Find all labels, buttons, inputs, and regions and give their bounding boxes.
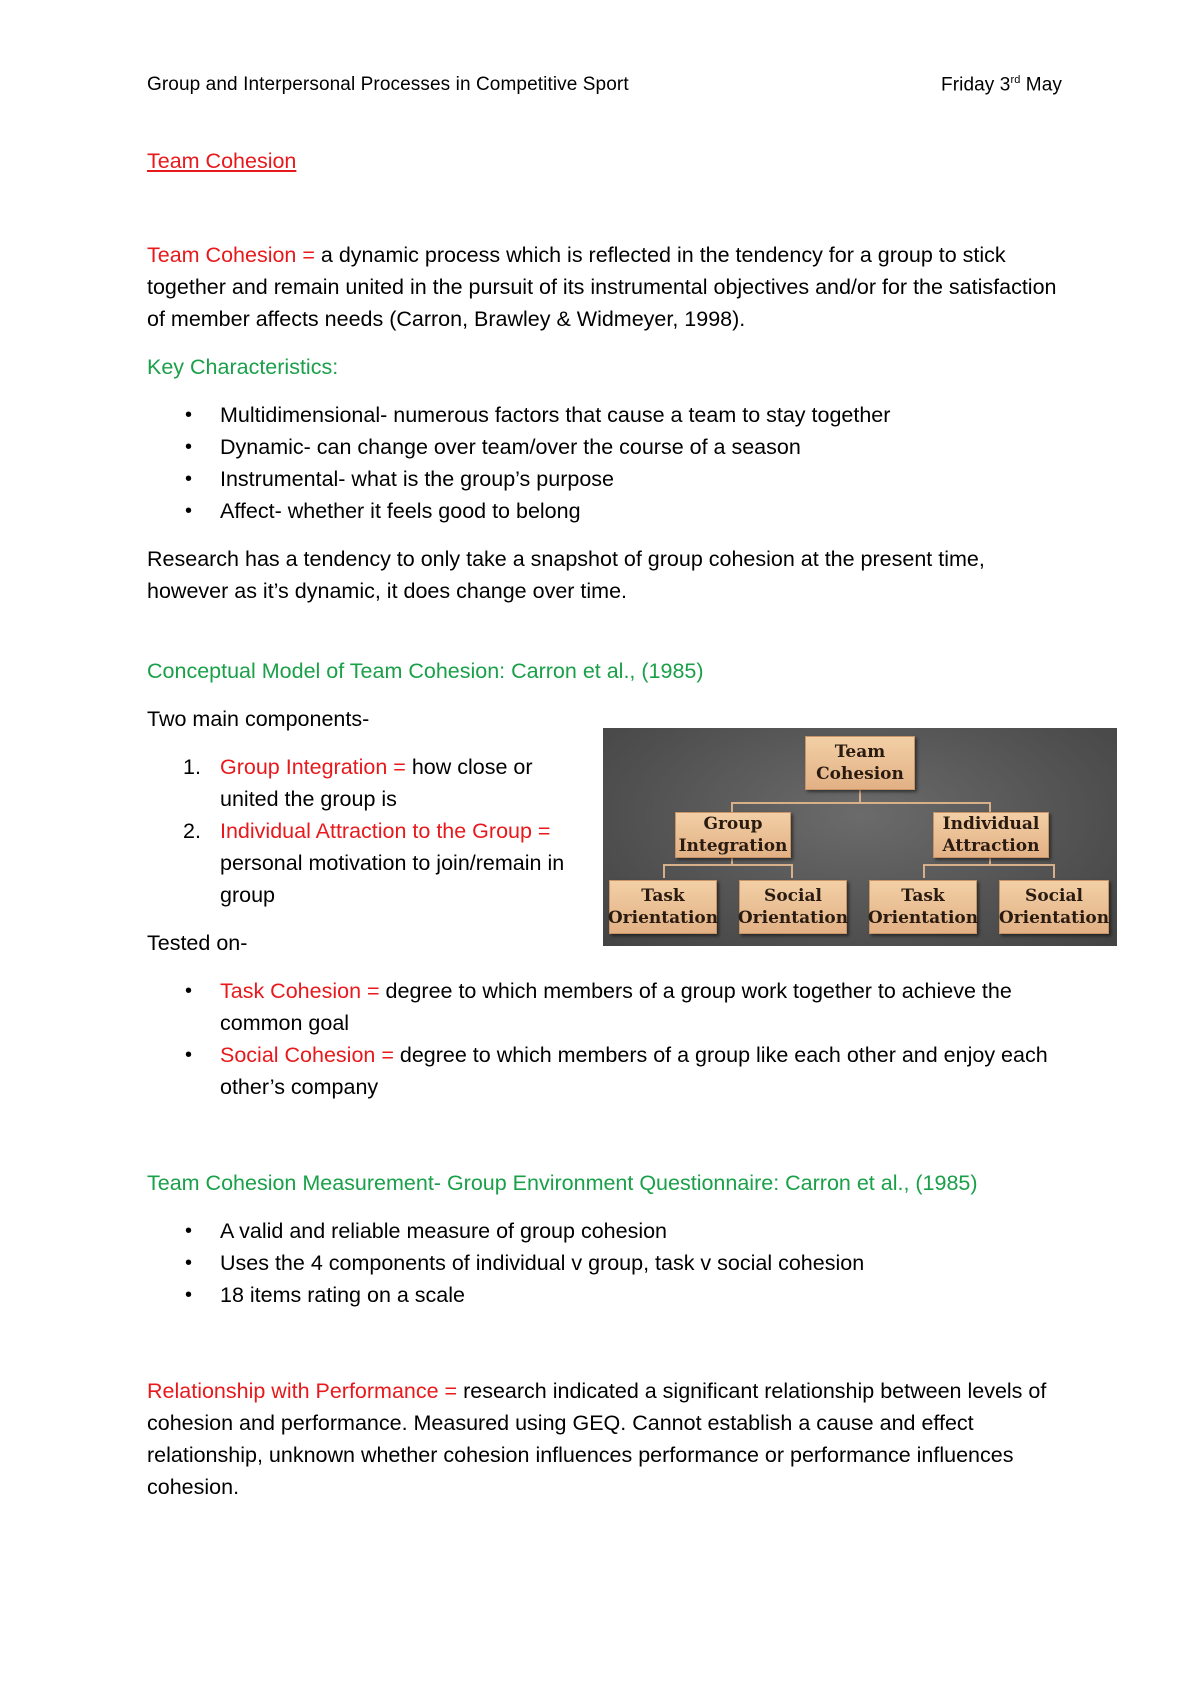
- components-section: [147, 703, 577, 911]
- diagram-node-social-orientation: Social Orientation: [739, 880, 847, 934]
- list-item: • Uses the 4 components of individual v group, task v social cohesion: [185, 1251, 865, 1275]
- relationship-paragraph: [147, 1375, 1062, 1503]
- tested-on-label: Tested on-: [147, 931, 248, 955]
- tested-on-list: [147, 975, 1062, 1103]
- list-item: • Social Cohesion = degree to which members of a group like each other and enjoy each other’s company: [185, 1043, 1048, 1099]
- research-paragraph: Research has a tendency to only take a snapshot of group cohesion at the present time, however as it’s dynamic, it does change over time.: [147, 547, 985, 603]
- list-item: • Task Cohesion = degree to which members of a group work together to achieve the common goal: [185, 979, 1012, 1035]
- key-characteristics-list: [147, 399, 1062, 527]
- page-header: [147, 74, 1062, 96]
- components-list: [147, 751, 567, 911]
- list-item: • A valid and reliable measure of group cohesion: [185, 1219, 668, 1243]
- diagram-node-task-orientation: Task Orientation: [609, 880, 717, 934]
- model-heading: Conceptual Model of Team Cohesion: Carron et al., (1985): [147, 659, 704, 683]
- header-date: Friday 3rd May: [941, 74, 1062, 96]
- diagram-node-individual-attraction: Individual Attraction: [933, 812, 1049, 858]
- list-item: • Instrumental- what is the group’s purpose: [185, 467, 614, 491]
- list-item: • Dynamic- can change over team/over the course of a season: [185, 435, 801, 459]
- relationship-text: research indicated a significant relationship between levels of cohesion and performance. Measured using GEQ. Cannot establish a cause and effect relationship, unknown whether cohesion influences performance or performance influences cohesion.: [147, 1379, 1047, 1499]
- list-item: 1. Group Integration = how close or united the group is: [183, 755, 533, 811]
- list-item: • Multidimensional- numerous factors that cause a team to stay together: [185, 403, 891, 427]
- diagram-node-task-orientation: Task Orientation: [869, 880, 977, 934]
- measurement-heading: Team Cohesion Measurement- Group Environment Questionnaire: Carron et al., (1985): [147, 1171, 978, 1195]
- team-cohesion-diagram: [603, 728, 1117, 946]
- page-title: Team Cohesion: [147, 149, 297, 173]
- two-components-label: Two main components-: [147, 707, 370, 731]
- list-item: 2. Individual Attraction to the Group = personal motivation to join/remain in group: [183, 819, 565, 907]
- diagram-node-group-integration: Group Integration: [675, 812, 791, 858]
- header-course-title: Group and Interpersonal Processes in Competitive Sport: [147, 74, 629, 95]
- definition-paragraph: [147, 239, 1062, 335]
- definition-term: Team Cohesion =: [147, 243, 315, 267]
- diagram-node-team-cohesion: Team Cohesion: [805, 736, 915, 790]
- list-item: • 18 items rating on a scale: [185, 1283, 465, 1307]
- diagram-node-social-orientation: Social Orientation: [999, 880, 1109, 934]
- measurement-list: [147, 1215, 1062, 1311]
- relationship-term: Relationship with Performance =: [147, 1379, 458, 1403]
- key-characteristics-heading: Key Characteristics:: [147, 355, 339, 379]
- list-item: • Affect- whether it feels good to belong: [185, 499, 581, 523]
- definition-text: a dynamic process which is reflected in the tendency for a group to stick together and remain united in the pursuit of its instrumental objectives and/or for the satisfaction of member affects needs (Carron, Brawley & Widmeyer, 1998).: [147, 243, 1057, 331]
